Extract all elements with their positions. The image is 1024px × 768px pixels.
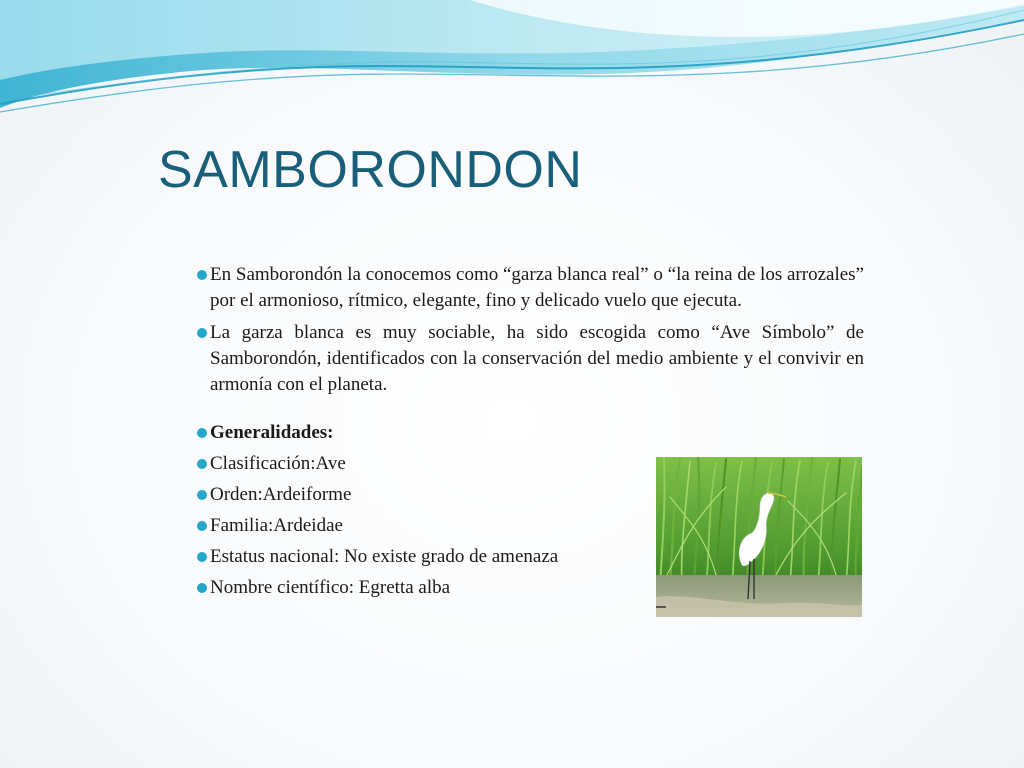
list-item-text: Nombre científico: Egretta alba — [210, 577, 451, 598]
bullet-dot-icon — [197, 428, 207, 438]
paragraph-text: En Samborondón la conocemos como “garza blanca real” o “la reina de los arrozales” por el armonioso, rítmico, elegante, fino y delicado vuelo que ejecuta. — [210, 264, 864, 311]
bullet-dot-icon — [197, 490, 207, 500]
decorative-waves — [0, 0, 1024, 130]
list-item — [197, 320, 864, 398]
list-item — [197, 262, 864, 314]
bullet-dot-icon — [197, 328, 207, 338]
list-heading-text: Generalidades: — [210, 422, 334, 443]
bullet-dot-icon — [197, 521, 207, 531]
bullet-dot-icon — [197, 459, 207, 469]
bullet-dot-icon — [197, 270, 207, 280]
list-item-text: Estatus nacional: No existe grado de amenaza — [210, 546, 559, 567]
list-item-text: Familia:Ardeidae — [210, 515, 343, 536]
bullet-dot-icon — [197, 583, 207, 593]
egret-photo — [656, 457, 862, 617]
slide-title: SAMBORONDON — [158, 141, 583, 199]
list-item-text: Clasificación:Ave — [210, 453, 346, 474]
list-heading — [197, 420, 864, 446]
bullet-dot-icon — [197, 552, 207, 562]
list-item-text: Orden:Ardeiforme — [210, 484, 352, 505]
paragraph-text: La garza blanca es muy sociable, ha sido escogida como “Ave Símbolo” de Samborondón, identificados con la conservación del medio ambiente y el convivir en armonía con el planeta. — [210, 322, 864, 395]
